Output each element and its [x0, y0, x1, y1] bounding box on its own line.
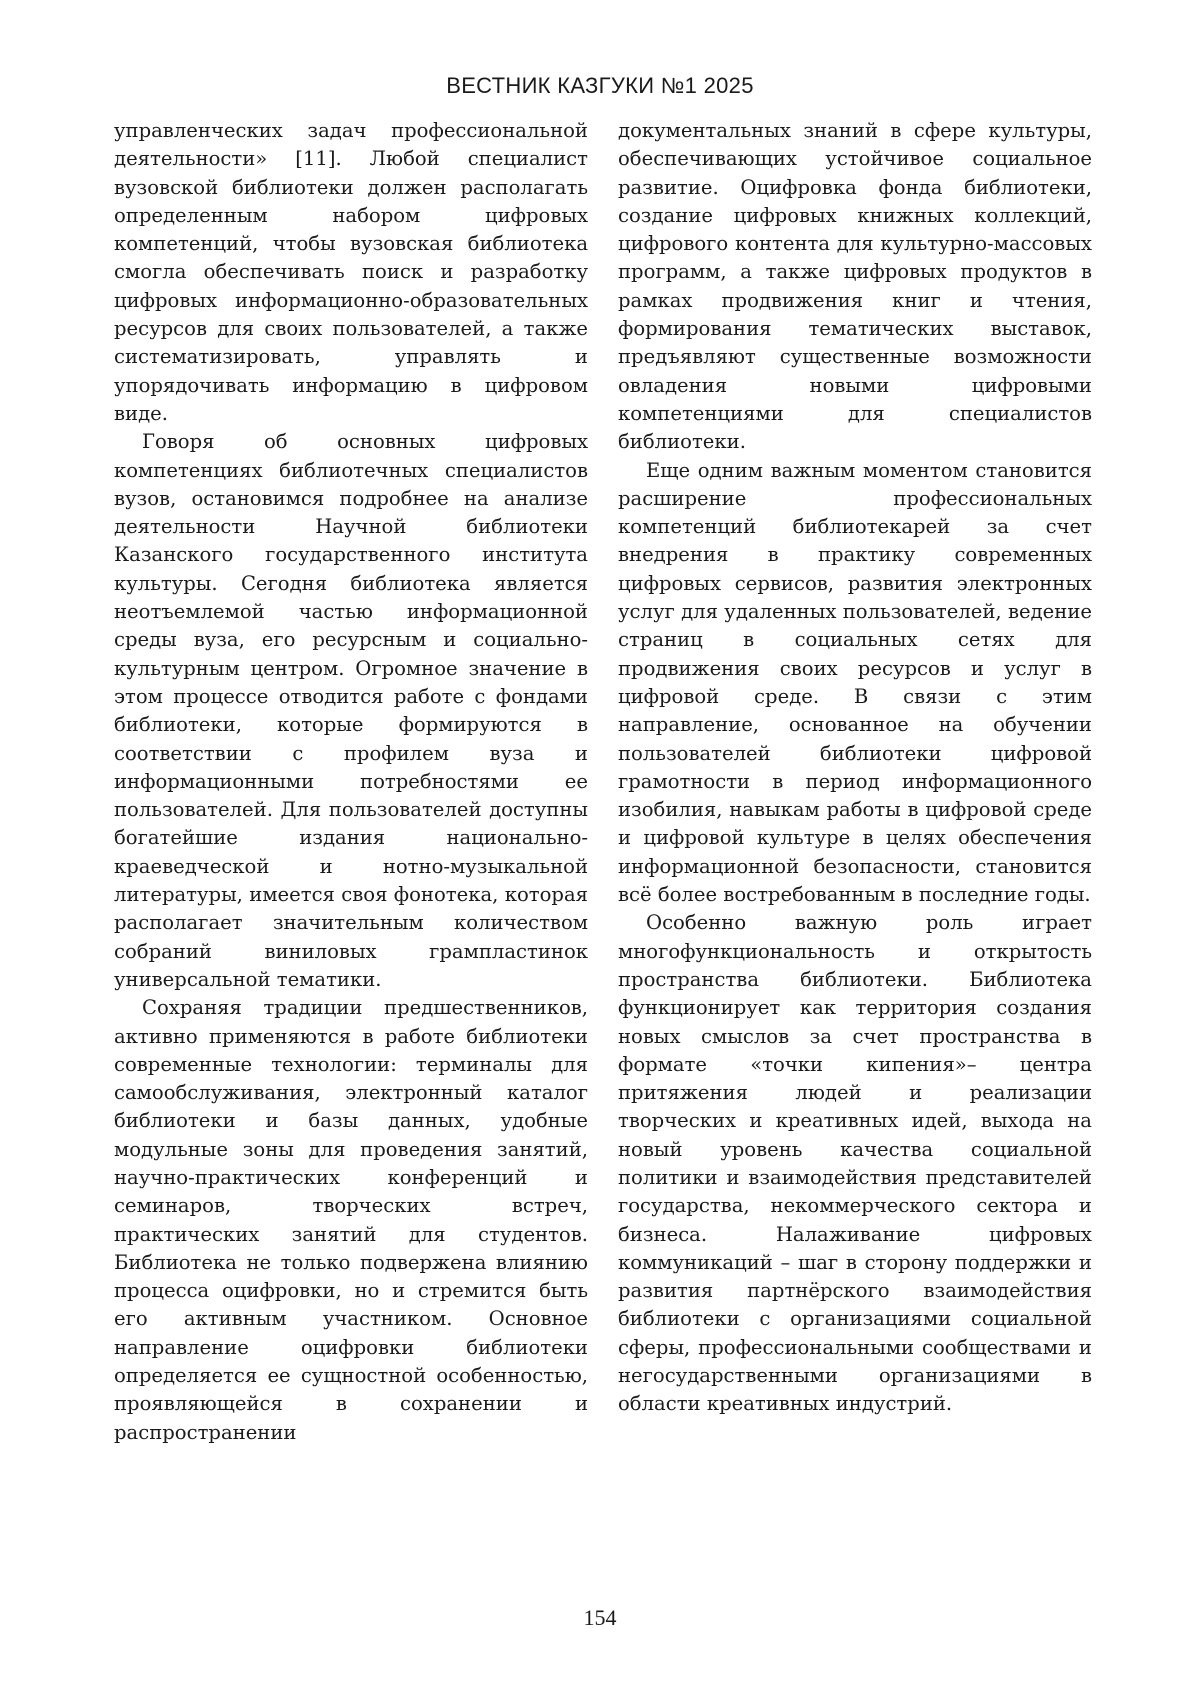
page-number: 154: [583, 1605, 617, 1630]
paragraph: Говоря об основных цифровых компетенциях библиотечных специалистов вузов, остановимся подробнее на анализе деятельности Научной библиотеки Казанского государственного института культуры. Сегодня библиотека является неотъемлемой частью информационной среды вуза, его ресурсным и социально-культурным центром. Огромное значение в этом процессе отводится работе с фондами библиотеки, которые формируются в соответствии с профилем вуза и информационными потребностями ее пользователей. Для пользователей доступны богатейшие издания национально-краеведческой и нотно-музыкальной литературы, имеется своя фонотека, которая располагает значительным количеством собраний виниловых грампластинок универсальной тематики.: [114, 430, 588, 991]
paragraph: Сохраняя традиции предшественников, активно применяются в работе библиотеки современные технологии: терминалы для самообслуживания, электронный каталог библиотеки и базы данных, удобные модульные зоны для проведения занятий, научно-практических конференций и семинаров, творческих встреч, практических занятий для студентов. Библиотека не только подвержена влиянию процесса оцифровки, но и стремится быть его активным участником. Основное направление оцифровки библиотеки определяется ее сущностной особенностью, проявляющейся в сохранении и распространении: [114, 996, 588, 1444]
paragraph: документальных знаний в сфере культуры, обеспечивающих устойчивое социальное развитие. Оцифровка фонда библиотеки, создание цифровых книжных коллекций, цифрового контента для культурно-массовых программ, а также цифровых продуктов в рамках продвижения книг и чтения, формирования тематических выставок, предъявляют существенные возможности овладения новыми цифровыми компетенциями для специалистов библиотеки.: [618, 119, 1092, 454]
paragraph: управленческих задач профессиональной деятельности» [11]. Любой специалист вузовской библиотеки должен располагать определенным набором цифровых компетенций, чтобы вузовская библиотека смогла обеспечивать поиск и разработку цифровых информационно-образовательных ресурсов для своих пользователей, а также систематизировать, управлять и упорядочивать информацию в цифровом виде.: [114, 119, 588, 425]
right-text-column: [618, 117, 1092, 1419]
journal-running-header: ВЕСТНИК КАЗГУКИ №1 2025: [446, 73, 754, 98]
left-text-column: [114, 117, 588, 1447]
paragraph: Еще одним важным моментом становится расширение профессиональных компетенций библиотекарей за счет внедрения в практику современных цифровых сервисов, развития электронных услуг для удаленных пользователей, ведение страниц в социальных сетях для продвижения своих ресурсов и услуг в цифровой среде. В связи с этим направление, основанное на обучении пользователей библиотеки цифровой грамотности в период информационного изобилия, навыкам работы в цифровой среде и цифровой культуре в целях обеспечения информационной безопасности, становится всё более востребованным в последние годы.: [618, 458, 1092, 907]
paragraph: Особенно важную роль играет многофункциональность и открытость пространства библиотеки. Библиотека функционирует как территория создания новых смыслов за счет пространства в формате «точки кипения»– центра притяжения людей и реализации творческих и креативных идей, выхода на новый уровень качества социальной политики и взаимодействия представителей государства, некоммерческого сектора и бизнеса. Налаживание цифровых коммуникаций – шаг в сторону поддержки и развития партнёрского взаимодействия библиотеки с организациями социальной сферы, профессиональными сообществами и негосударственными организациями в области креативных индустрий.: [618, 911, 1092, 1416]
